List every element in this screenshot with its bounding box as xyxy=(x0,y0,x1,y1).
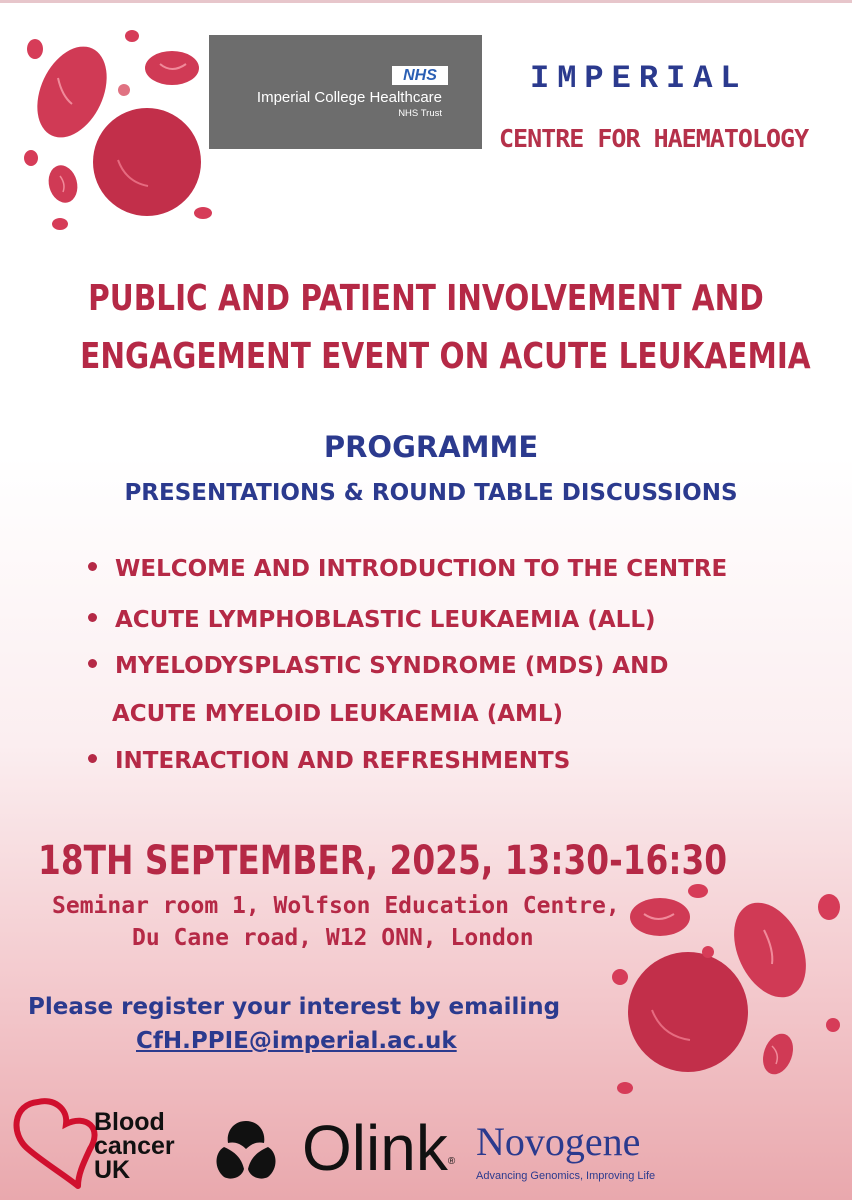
blood-cancer-word3: UK xyxy=(94,1156,131,1184)
event-title-line1 xyxy=(0,278,852,319)
cell-dot xyxy=(612,969,628,985)
cell-dot xyxy=(702,946,714,958)
cell-dot xyxy=(688,884,708,898)
olink-symbol-icon xyxy=(212,1117,280,1183)
novogene-wordmark xyxy=(476,1118,640,1165)
red-blood-cell-large xyxy=(628,952,748,1072)
blood-cancer-uk-logo xyxy=(8,1094,198,1190)
olink-registered-mark: ® xyxy=(447,1156,456,1167)
bullet-icon xyxy=(88,659,97,668)
blood-cancer-word2: cancer xyxy=(94,1132,175,1160)
register-prompt: Please register your interest by emailing xyxy=(28,994,561,1020)
heart-icon xyxy=(8,1094,98,1190)
bullet-icon xyxy=(88,754,97,763)
programme-item-text: WELCOME AND INTRODUCTION TO THE CENTRE xyxy=(115,556,728,582)
cell-dot xyxy=(27,39,43,59)
venue-line1: Seminar room 1, Wolfson Education Centre, xyxy=(52,893,620,919)
programme-item-text: INTERACTION AND REFRESHMENTS xyxy=(115,748,571,774)
programme-item xyxy=(88,556,727,582)
cell-dot xyxy=(24,150,38,166)
register-email-link[interactable]: CfH.PPIE@imperial.ac.uk xyxy=(136,1028,457,1054)
novogene-text: Novogene xyxy=(476,1119,641,1164)
centre-name: CENTRE FOR HAEMATOLOGY xyxy=(499,124,809,153)
imperial-wordmark: IMPERIAL xyxy=(530,60,748,97)
red-blood-cell-small xyxy=(758,1029,799,1078)
red-blood-cell-oval xyxy=(145,51,199,85)
red-blood-cell-small xyxy=(45,162,82,206)
programme-item xyxy=(88,653,668,679)
bullet-icon xyxy=(88,562,97,571)
cell-dot xyxy=(826,1018,840,1032)
nhs-trust-label: NHS Trust xyxy=(398,108,442,119)
cell-dot xyxy=(194,207,212,219)
venue-line2: Du Cane road, W12 ONN, London xyxy=(132,925,534,951)
bullet-icon xyxy=(88,613,97,622)
cell-dot xyxy=(125,30,139,42)
olink-wordmark xyxy=(302,1113,455,1183)
cell-dot xyxy=(617,1082,633,1094)
cell-dot xyxy=(52,218,68,230)
programme-item-continuation xyxy=(112,701,563,727)
programme-subheading: PRESENTATIONS & ROUND TABLE DISCUSSIONS xyxy=(124,480,738,506)
event-date-text: 18TH SEPTEMBER, 2025, 13:30-16:30 xyxy=(38,838,728,884)
programme-item-text: ACUTE LYMPHOBLASTIC LEUKAEMIA (ALL) xyxy=(115,607,656,633)
blood-cells-top-left xyxy=(0,0,230,240)
nhs-badge: NHS xyxy=(392,66,448,85)
programme-item xyxy=(88,748,570,774)
programme-heading: PROGRAMME xyxy=(323,430,539,464)
programme-item-text: ACUTE MYELOID LEUKAEMIA (AML) xyxy=(112,701,564,727)
novogene-tagline: Advancing Genomics, Improving Life xyxy=(476,1170,656,1182)
event-title-text: PUBLIC AND PATIENT INVOLVEMENT AND xyxy=(88,278,764,319)
blood-cells-bottom-right xyxy=(600,870,852,1100)
event-title-line2 xyxy=(0,336,852,377)
event-title-text: ENGAGEMENT EVENT ON ACUTE LEUKAEMIA xyxy=(80,336,811,377)
programme-item xyxy=(88,607,656,633)
programme-item-text: MYELODYSPLASTIC SYNDROME (MDS) AND xyxy=(115,653,669,679)
cell-dot xyxy=(118,84,130,96)
nhs-trust-logo xyxy=(209,35,482,149)
nhs-trust-name: Imperial College Healthcare xyxy=(256,89,442,106)
blood-cancer-word1: Blood xyxy=(94,1108,165,1136)
cell-dot xyxy=(818,894,840,920)
red-blood-cell-large xyxy=(93,108,201,216)
olink-text: Olink xyxy=(302,1112,448,1184)
red-blood-cell-oval xyxy=(630,898,690,936)
